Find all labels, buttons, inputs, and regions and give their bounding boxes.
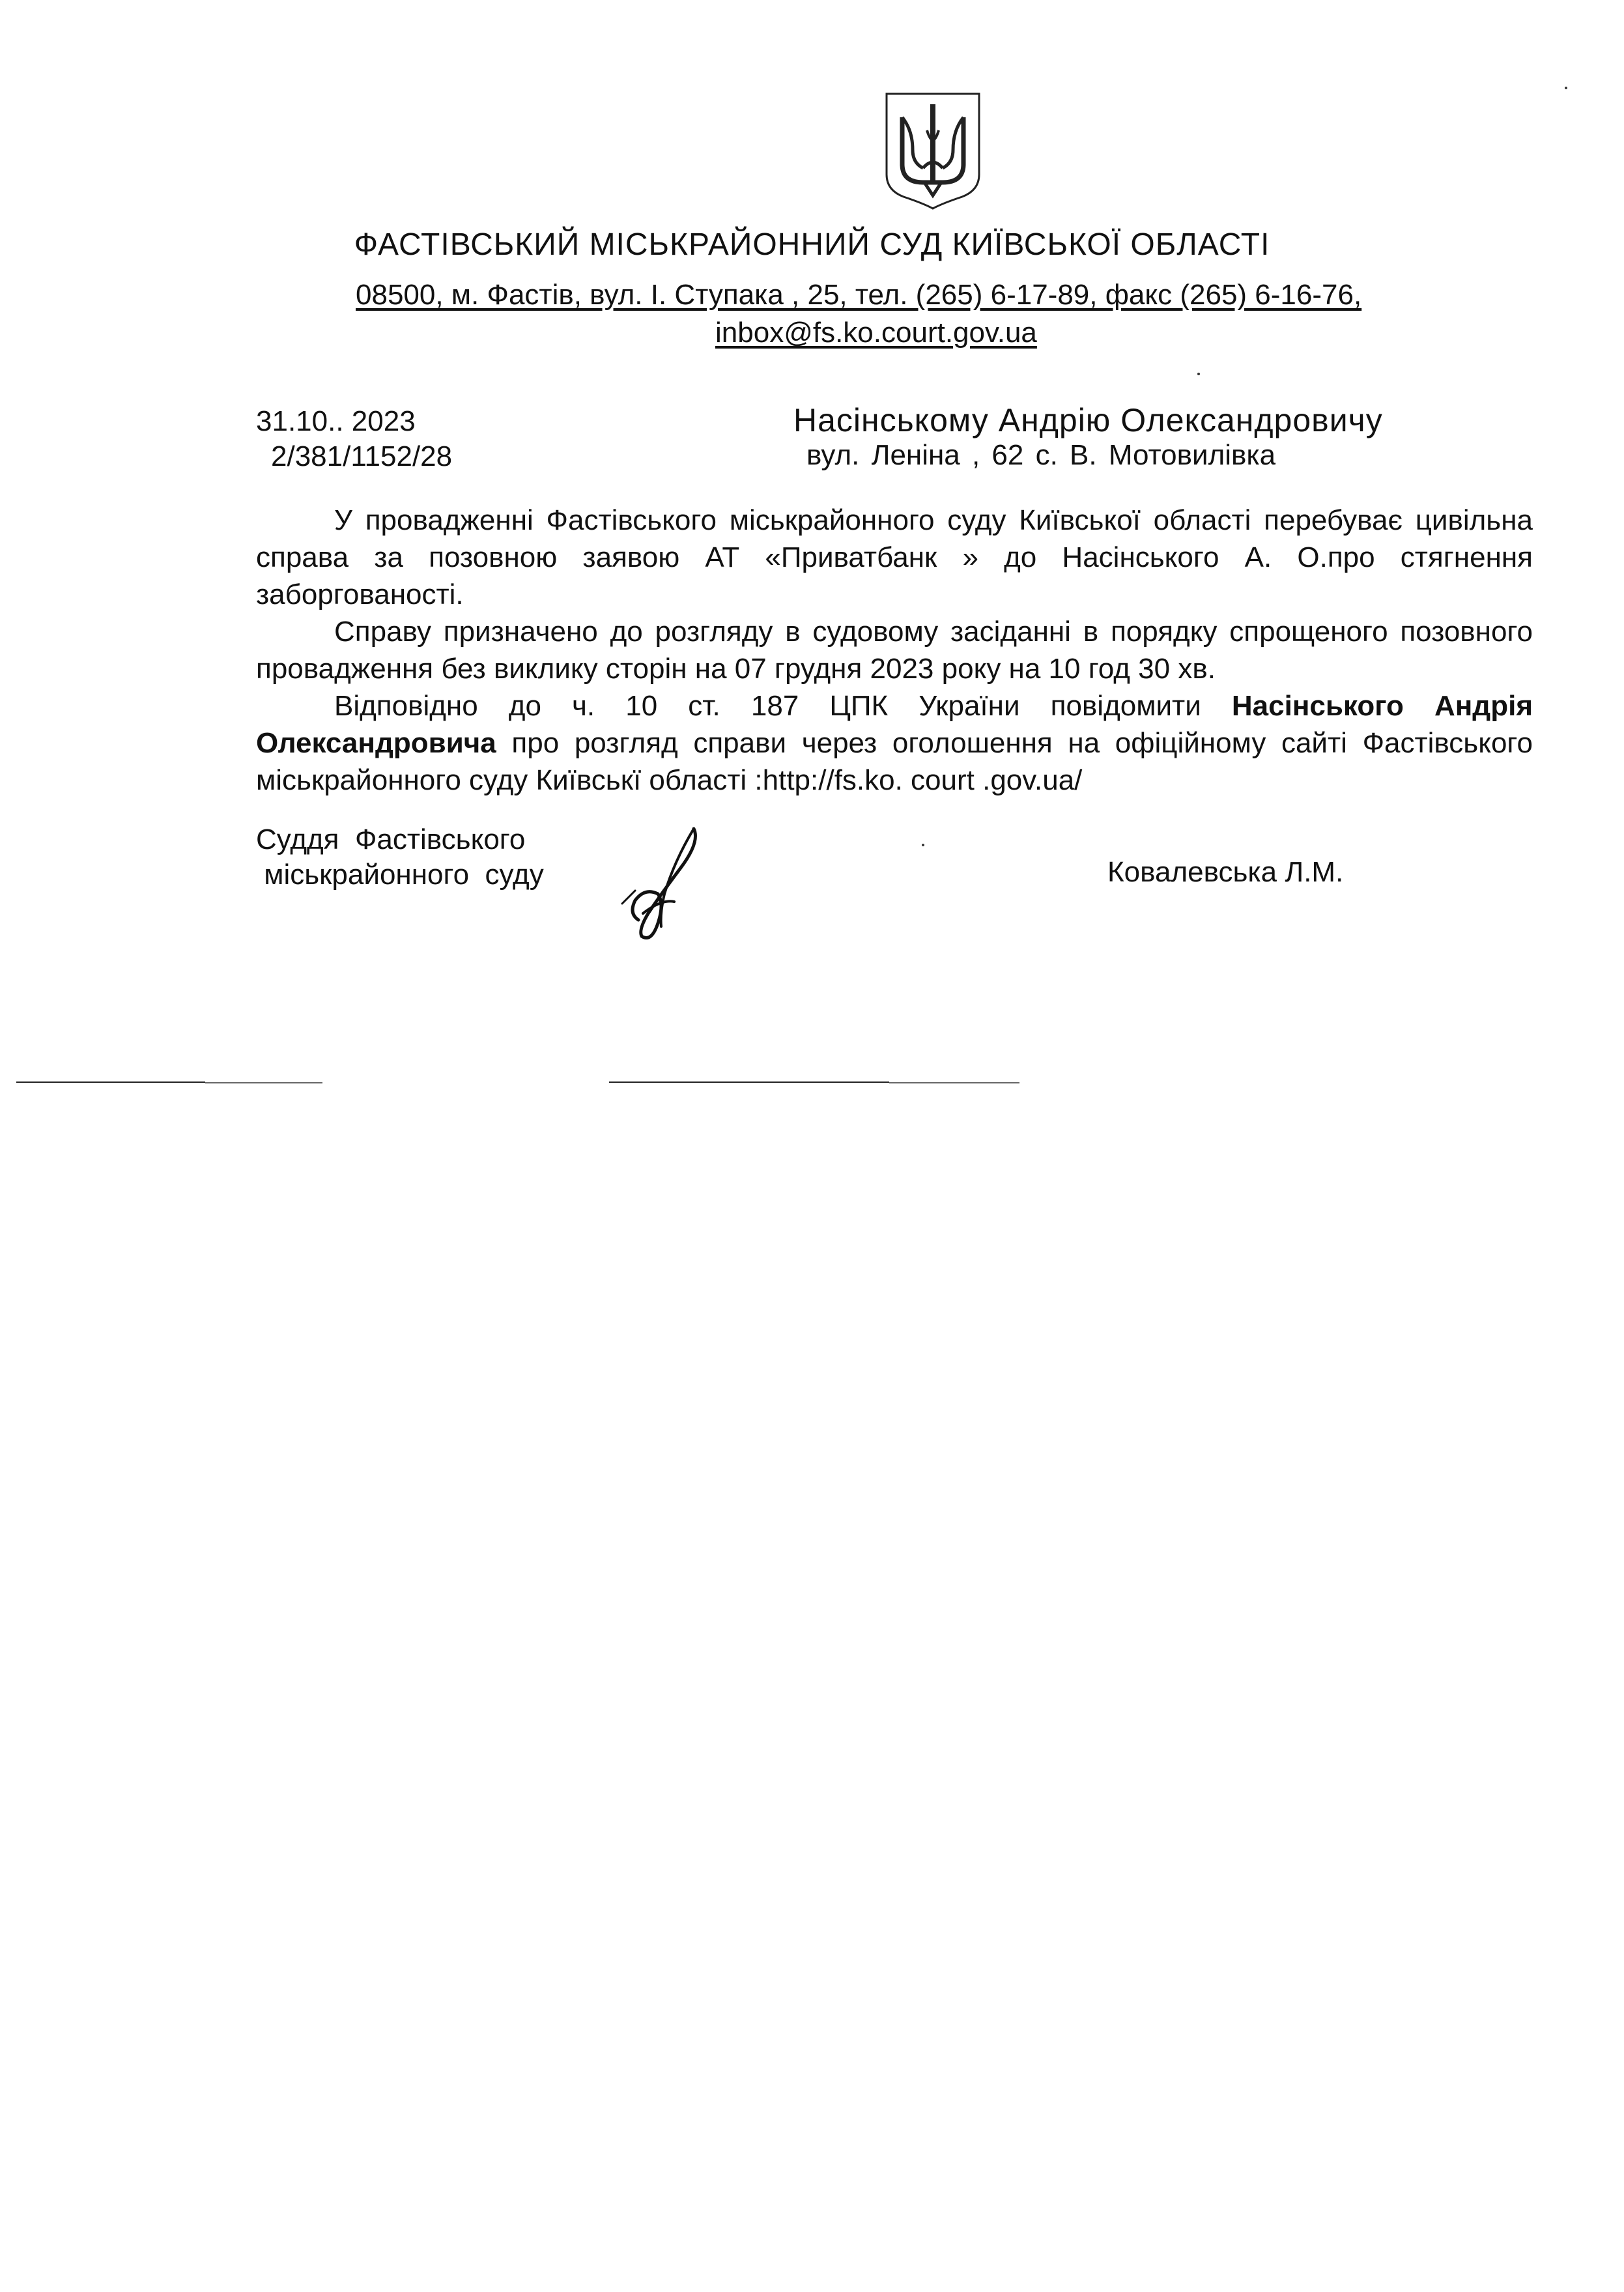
- scan-speck: [922, 844, 924, 846]
- paragraph-proceedings: У провадженні Фастівського міськрайонного суду Київської області перебуває цивільна справа за позовною заявою АТ «Приватбанк » до Насінського А. О.про стягнення заборгованості.: [256, 504, 1533, 610]
- handwritten-signature-icon: [603, 816, 720, 953]
- court-email: inbox@fs.ko.court.gov.ua: [715, 317, 1037, 349]
- notification-text-start: Відповідно до ч. 10 ст. 187 ЦПК України повідомити: [334, 690, 1232, 722]
- court-address: 08500, м. Фастів, вул. І. Ступака , 25, тел. (265) 6-17-89, факс (265) 6-16-76,: [356, 279, 1362, 311]
- judge-title: Суддя Фастівського міськрайонного суду: [256, 824, 544, 891]
- scan-line: [16, 1082, 205, 1083]
- paragraph-notification: [256, 687, 1533, 799]
- document-date: 31.10.. 2023: [256, 405, 416, 437]
- notice-body: [256, 502, 1533, 799]
- scan-line: [205, 1082, 322, 1083]
- notification-text-end: про розгляд справи через оголошення на офіційному сайті Фастівського міськрайонного суду Київськї області :http://fs.ko. court .gov.ua/: [256, 727, 1533, 796]
- court-name: ФАСТІВСЬКИЙ МІСЬКРАЙОННИЙ СУД КИЇВСЬКОЇ ОБЛАСТІ: [354, 227, 1270, 262]
- case-number: 2/381/1152/28: [271, 440, 453, 472]
- paragraph-hearing: Справу призначено до розгляду в судовому засіданні в порядку спрощеного позовного провадження без виклику сторін на 07 грудня 2023 року на 10 год 30 хв.: [256, 616, 1533, 685]
- scan-line: [609, 1082, 889, 1083]
- judge-name: Ковалевська Л.М.: [1107, 856, 1344, 888]
- scan-speck: [1565, 87, 1567, 89]
- trident-coat-of-arms-icon: [884, 91, 982, 210]
- addressee-name: Насінському Андрію Олександровичу: [793, 402, 1383, 438]
- scan-line: [889, 1082, 1019, 1083]
- defendant-name-bold: Насінського Андрія Олександровича: [256, 690, 1533, 759]
- scan-speck: [1197, 373, 1200, 375]
- addressee-address: вул. Леніна , 62 с. В. Мотовилівка: [806, 439, 1276, 471]
